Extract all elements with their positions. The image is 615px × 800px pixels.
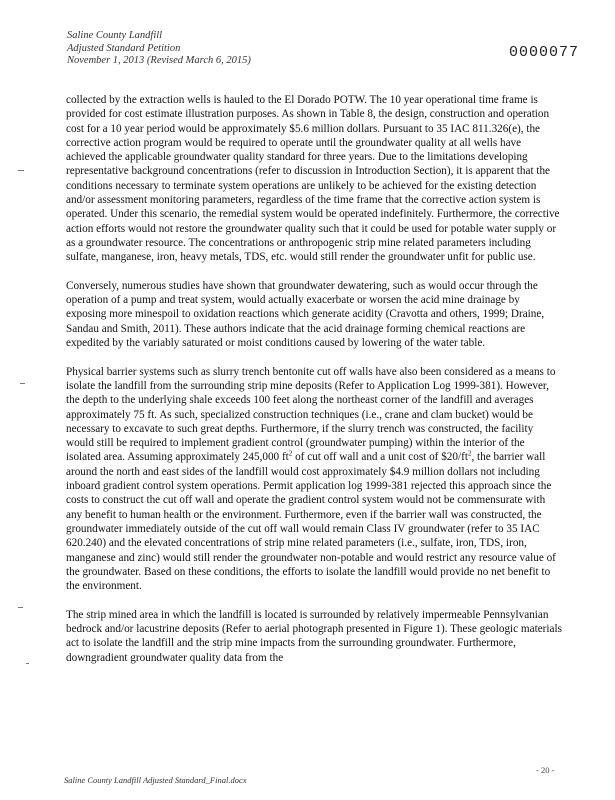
bates-number: 0000077 <box>509 44 580 61</box>
superscript-squared: 2 <box>288 449 293 458</box>
paragraph-geology: The strip mined area in which the landfill is located is surrounded by relatively impermeable Pennsylvanian bedrock and/or lacustrine deposits (Refer to aerial photograph presented in Figure 1). These geologic materials act to isolate the landfill and the strip mine impacts from the surrounding groundwater. Furthermore, downgradient groundwater quality data from the <box>66 608 562 664</box>
superscript-squared: 2 <box>467 449 472 458</box>
document-header <box>67 30 367 68</box>
scan-speck <box>18 607 23 608</box>
document-body <box>66 93 562 679</box>
barrier-text-part-3: , the barrier wall around the north and east sides of the landfill would cost approximately $4.9 million dollars not including inboard gradient control system operations. Permit application log 1999-381 rejected this approach since the costs to construct the cut off wall and operate the gradient control system would not be commensurate with any benefit to human health or the environment. Furthermore, even if the barrier wall was constructed, the groundwater immediately outside of the cut off wall would remain Class IV groundwater (refer to 35 IAC 620.240) and the elevated concentrations of strip mine related parameters (i.e., sulfate, iron, TDS, iron, manganese and zinc) would still render the groundwater non-potable and would restrict any resource value of the groundwater. Based on these conditions, the efforts to isolate the landfill would provide no net benefit to the environment. <box>66 451 556 593</box>
paragraph-barrier-systems <box>66 365 562 594</box>
footer-filename: Saline County Landfill Adjusted Standard_Final.docx <box>64 775 247 785</box>
scan-speck <box>18 170 24 171</box>
scan-speck <box>20 383 25 384</box>
scan-speck <box>26 663 29 664</box>
barrier-text-part-2: of cut off wall and a unit cost of $20/ft <box>292 451 468 464</box>
footer-page-number: - 20 - <box>536 765 555 775</box>
header-facility: Saline County Landfill <box>67 30 163 41</box>
barrier-text-part-1: Physical barrier systems such as slurry trench bentonite cut off walls have also been considered as a means to isolate the landfill from the surrounding strip mine deposits (Refer to Application Log 1999-381). However, the depth to the underlying shale exceeds 100 feet along the northeast corner of the landfill and averages approximately 75 ft. As such, specialized construction techniques (i.e., crane and clam bucket) would be necessary to excavate to such great depths. Furthermore, if the slurry trench was constructed, the facility would still be required to implement gradient control (groundwater pumping) within the interior of the isolated area. Assuming approximately 245,000 ft <box>66 365 556 464</box>
header-date: November 1, 2013 (Revised March 6, 2015) <box>67 55 251 66</box>
paragraph-extraction-wells: collected by the extraction wells is hauled to the El Dorado POTW. The 10 year operational time frame is provided for cost estimate illustration purposes. As shown in Table 8, the design, construction and operation cost for a 10 year period would be approximately $5.6 million dollars. Pursuant to 35 IAC 811.326(e), the corrective action program would be required to operate until the groundwater quality at all wells have achieved the applicable groundwater quality standard for three years. Due to the limitations developing representative background concentrations (refer to discussion in Introduction Section), it is apparent that the conditions necessary to terminate system operations are unlikely to be achieved for the existing detection and/or assessment monitoring parameters, regardless of the time frame that the corrective action system is operated. Under this scenario, the remedial system would be operated indefinitely. Furthermore, the corrective action efforts would not restore the groundwater quality such that it could be used for potable water supply or as a groundwater resource. The concentrations or anthropogenic strip mine related parameters including sulfate, manganese, iron, heavy metals, TDS, etc. would still render the groundwater unfit for public use. <box>66 94 560 264</box>
header-document-title: Adjusted Standard Petition <box>67 42 181 54</box>
paragraph-dewatering: Conversely, numerous studies have shown that groundwater dewatering, such as would occur through the operation of a pump and treat system, would actually exacerbate or worsen the acid mine drainage by exposing more minespoil to oxidation reactions which generate acidity (Cravotta and others, 1999; Draine, Sandau and Smith, 2011). These authors indicate that the acid drainage forming chemical reactions are expedited by the variably saturated or moist conditions caused by lowering of the water table. <box>66 279 545 350</box>
